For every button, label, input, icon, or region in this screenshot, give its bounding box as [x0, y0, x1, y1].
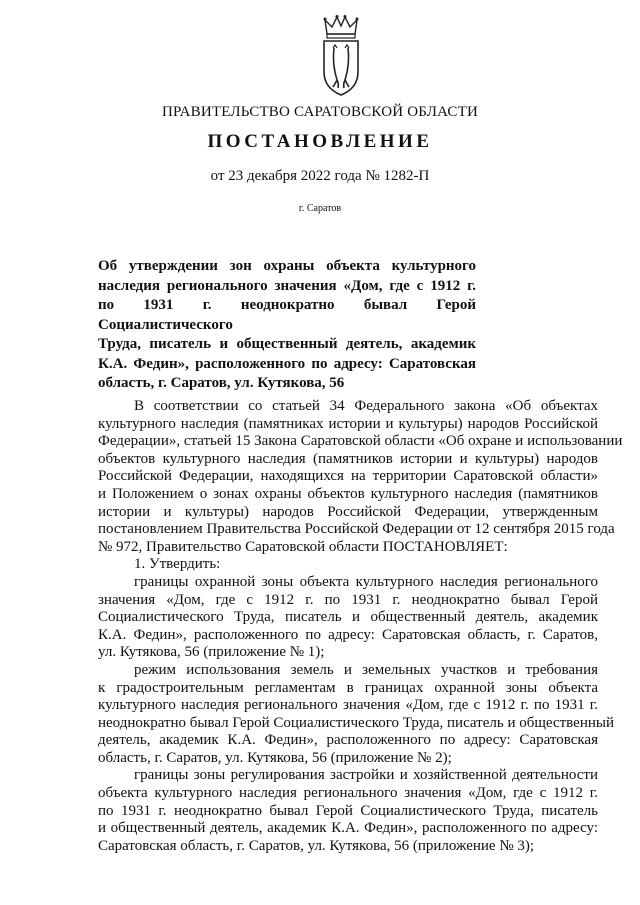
body-line: и общественный деятель, академик К.А. Федин», расположенного по адресу: [98, 820, 598, 837]
body-line: культурного наследия (памятниках истории и культуры) народов Российской [98, 415, 598, 432]
body-line: Российской Федерации, находящихся на территории Саратовской области» [98, 468, 598, 485]
body-line: Социалистического Труда, писатель и общественный деятель, академик [98, 609, 598, 626]
body-line: по 1931 г. неоднократно бывал Герой Социалистического Труда, писатель [98, 802, 598, 819]
organization-name: ПРАВИТЕЛЬСТВО САРАТОВСКОЙ ОБЛАСТИ [161, 104, 479, 120]
body-line: № 972, Правительство Саратовской области ПОСТАНОВЛЯЕТ: [98, 538, 508, 555]
body-line: область, г. Саратов, ул. Кутякова, 56 (приложение № 2); [98, 749, 452, 766]
body-line: К.А. Федин», расположенного по адресу: Саратовская область, г. Саратов, [98, 626, 598, 643]
body-line: В соответствии со статьей 34 Федерального закона «Об объектах [134, 398, 598, 414]
body-line: Саратовская область, г. Саратов, ул. Кутякова, 56 (приложение № 3); [98, 837, 535, 854]
body-line: режим использования земель и земельных участков и требования [134, 661, 598, 678]
subject-line: наследия регионального значения «Дом, где с 1912 г. [98, 277, 476, 294]
saratov-coat-of-arms-icon [319, 14, 363, 98]
body-line: границы охранной зоны объекта культурного наследия регионального [134, 573, 598, 590]
body-line: ул. Кутякова, 56 (приложение № 1); [98, 644, 325, 661]
subject-line: область, г. Саратов, ул. Кутякова, 56 [98, 375, 345, 391]
body-line: объектов культурного наследия (памятников истории и культуры) народов [98, 450, 598, 467]
body-line: границы зоны регулирования застройки и хозяйственной деятельности [134, 767, 598, 784]
body-line: 1. Утвердить: [134, 556, 221, 573]
body-line: деятель, академик К.А. Федин», расположенного по адресу: Саратовская [98, 732, 598, 749]
document-date-number: от 23 декабря 2022 года № 1282-П [210, 168, 430, 184]
document-city: г. Саратов [298, 203, 342, 214]
subject-line: по 1931 г. неоднократно бывал Герой Социалистического [98, 297, 476, 333]
subject-line: Об утверждении зон охраны объекта культурного [98, 258, 476, 274]
document-body [98, 398, 623, 855]
body-line: культурного наследия регионального значения «Дом, где с 1912 г. по 1931 г. [98, 697, 598, 714]
body-line: истории и культуры) народов Российской Федерации, утвержденным [98, 503, 598, 520]
document-type: ПОСТАНОВЛЕНИЕ [207, 131, 433, 152]
body-line: и Положением о зонах охраны объектов культурного наследия (памятников [98, 485, 598, 502]
body-line: объекта культурного наследия регионального значения «Дом, где с 1912 г. [98, 785, 598, 802]
document-subject [98, 257, 476, 394]
body-line: неоднократно бывал Герой Социалистического Труда, писатель и общественный [98, 714, 614, 731]
subject-line: К.А. Федин», расположенного по адресу: Саратовская [98, 355, 476, 372]
body-line: Федерации», статьей 15 Закона Саратовской области «Об охране и использовании [98, 433, 623, 450]
body-line: постановлением Правительства Российской Федерации от 12 сентября 2015 года [98, 521, 615, 538]
body-line: к градостроительным регламентам в границах охранной зоны объекта [98, 679, 598, 696]
subject-line: Труда, писатель и общественный деятель, академик [98, 336, 476, 352]
body-line: значения «Дом, где с 1912 г. по 1931 г. неоднократно бывал Герой [98, 591, 598, 608]
